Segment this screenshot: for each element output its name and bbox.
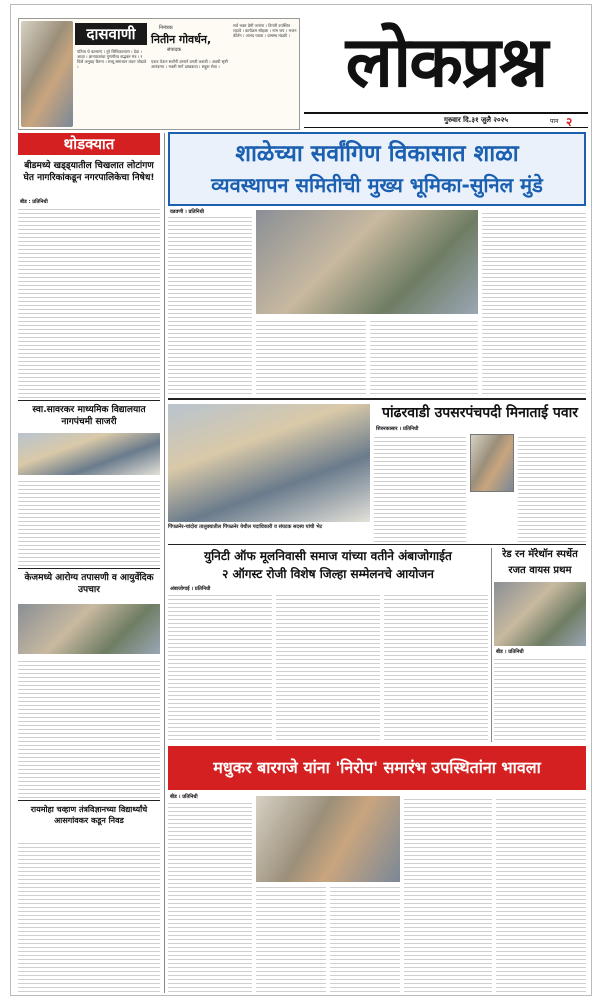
dasvani-text: पतिता चे कल्याण । नुरे सिधिकल्याण । देवा । आज्ञा । ज्ञानाग्रजांचा गुणगौरव सद्भक्त मंत्र । रचिले अनुग्रह चैतन्य । साधू समाधान वचन जोडावे ।: [77, 49, 147, 69]
ad-right-text: सर्व भक्त प्रेमी जनांना । विनंती उपस्थित राहावे । कार्यक्रम सोहळा । नाम जप । भजन कीर्तन । आनंद घ्यावा । ग्रामस्थ मंडळी ।: [233, 23, 297, 38]
story3-headline-2: २ ऑगस्ट रोजी विशेष जिल्हा सम्मेलनचे आयोजन: [222, 567, 434, 581]
story4-byline: बीड । प्रतिनिधी: [496, 649, 524, 655]
item1-head: बीडमध्ये खड्ड्यातील चिखलात लोटांगण घेत नागरिकांकडून नगरपालिकेचा निषेध!: [23, 161, 155, 183]
invite-label: निमंत्रक: [159, 25, 173, 31]
date-line: गुरुवार दि.३१ जुलै २०२५: [444, 116, 508, 124]
story3-headline-1: युनिटी ऑफ मूलनिवासी समाज यांच्या वतीने अंबाजोगाईत: [204, 549, 452, 563]
item4-head: रायमोहा चव्हाण तंत्रविज्ञानच्या विद्यार्थ्यांचे आसगांवकर कडून निवड: [30, 805, 148, 825]
story5-byline: बीड । प्रतिनिधी: [170, 794, 198, 800]
story3-byline: अंबाजोगाई । प्रतिनिधी: [170, 586, 211, 592]
story5-headline: मधुकर बारगजे यांना 'निरोप' समारंभ उपस्थितांना भावला: [213, 758, 541, 777]
lead-headline-1: शाळेच्या सर्वांगिण विकासात शाळा: [235, 141, 519, 167]
story4-headline-1: रेड रन मॅरेथॉन स्पर्धेत: [502, 549, 578, 560]
page-border: [10, 4, 592, 996]
section-title: थोडक्यात: [18, 133, 160, 155]
ad-mid-text: एकत्र येऊन सर्वांनी ज्ञानाने प्रगती करावी । अवघी सृष्टी आनंदमय । भक्ती मार्ग दाखवावा । सद्गुरू सेवा ।: [151, 59, 228, 69]
invite-role: संपादक: [167, 47, 182, 53]
page-number: २: [566, 115, 573, 129]
story2-headline: पांढरवाडी उपसरपंचपदी मिनाताई पवार: [382, 405, 578, 421]
story4-headline-2: रजत वायस प्रथम: [508, 565, 572, 576]
page-label: पान: [550, 118, 559, 125]
item3-head: केजमध्ये आरोग्य तपासणी व आयुर्वेदिक उपचार: [24, 573, 154, 595]
item1-byline: बीड : प्रतिनिधी: [20, 199, 48, 205]
invite-name: नितीन गोवर्धन,: [151, 33, 212, 46]
lead-headline-2: व्यवस्थापन समितीची मुख्य भूमिका-सुनिल मुंडे: [211, 173, 543, 197]
item2-head: स्वा.सावरकर माध्यमिक विद्यालयात नागपंचमी साजरी: [32, 405, 146, 427]
masthead-title: लोकप्रश्न: [345, 20, 547, 103]
story2-caption: पिंपळनेर-चांदोरा तालुक्यातील पिंपळनेर येथील पदाधिकारी व संघटक सदस्य यांची भेट: [168, 524, 323, 530]
story2-byline: शिरुरकासार । प्रतिनिधी: [376, 426, 419, 432]
dasvani-title: दासवाणी: [75, 23, 147, 45]
lead-byline: वडवणी । प्रतिनिधी: [170, 209, 204, 215]
